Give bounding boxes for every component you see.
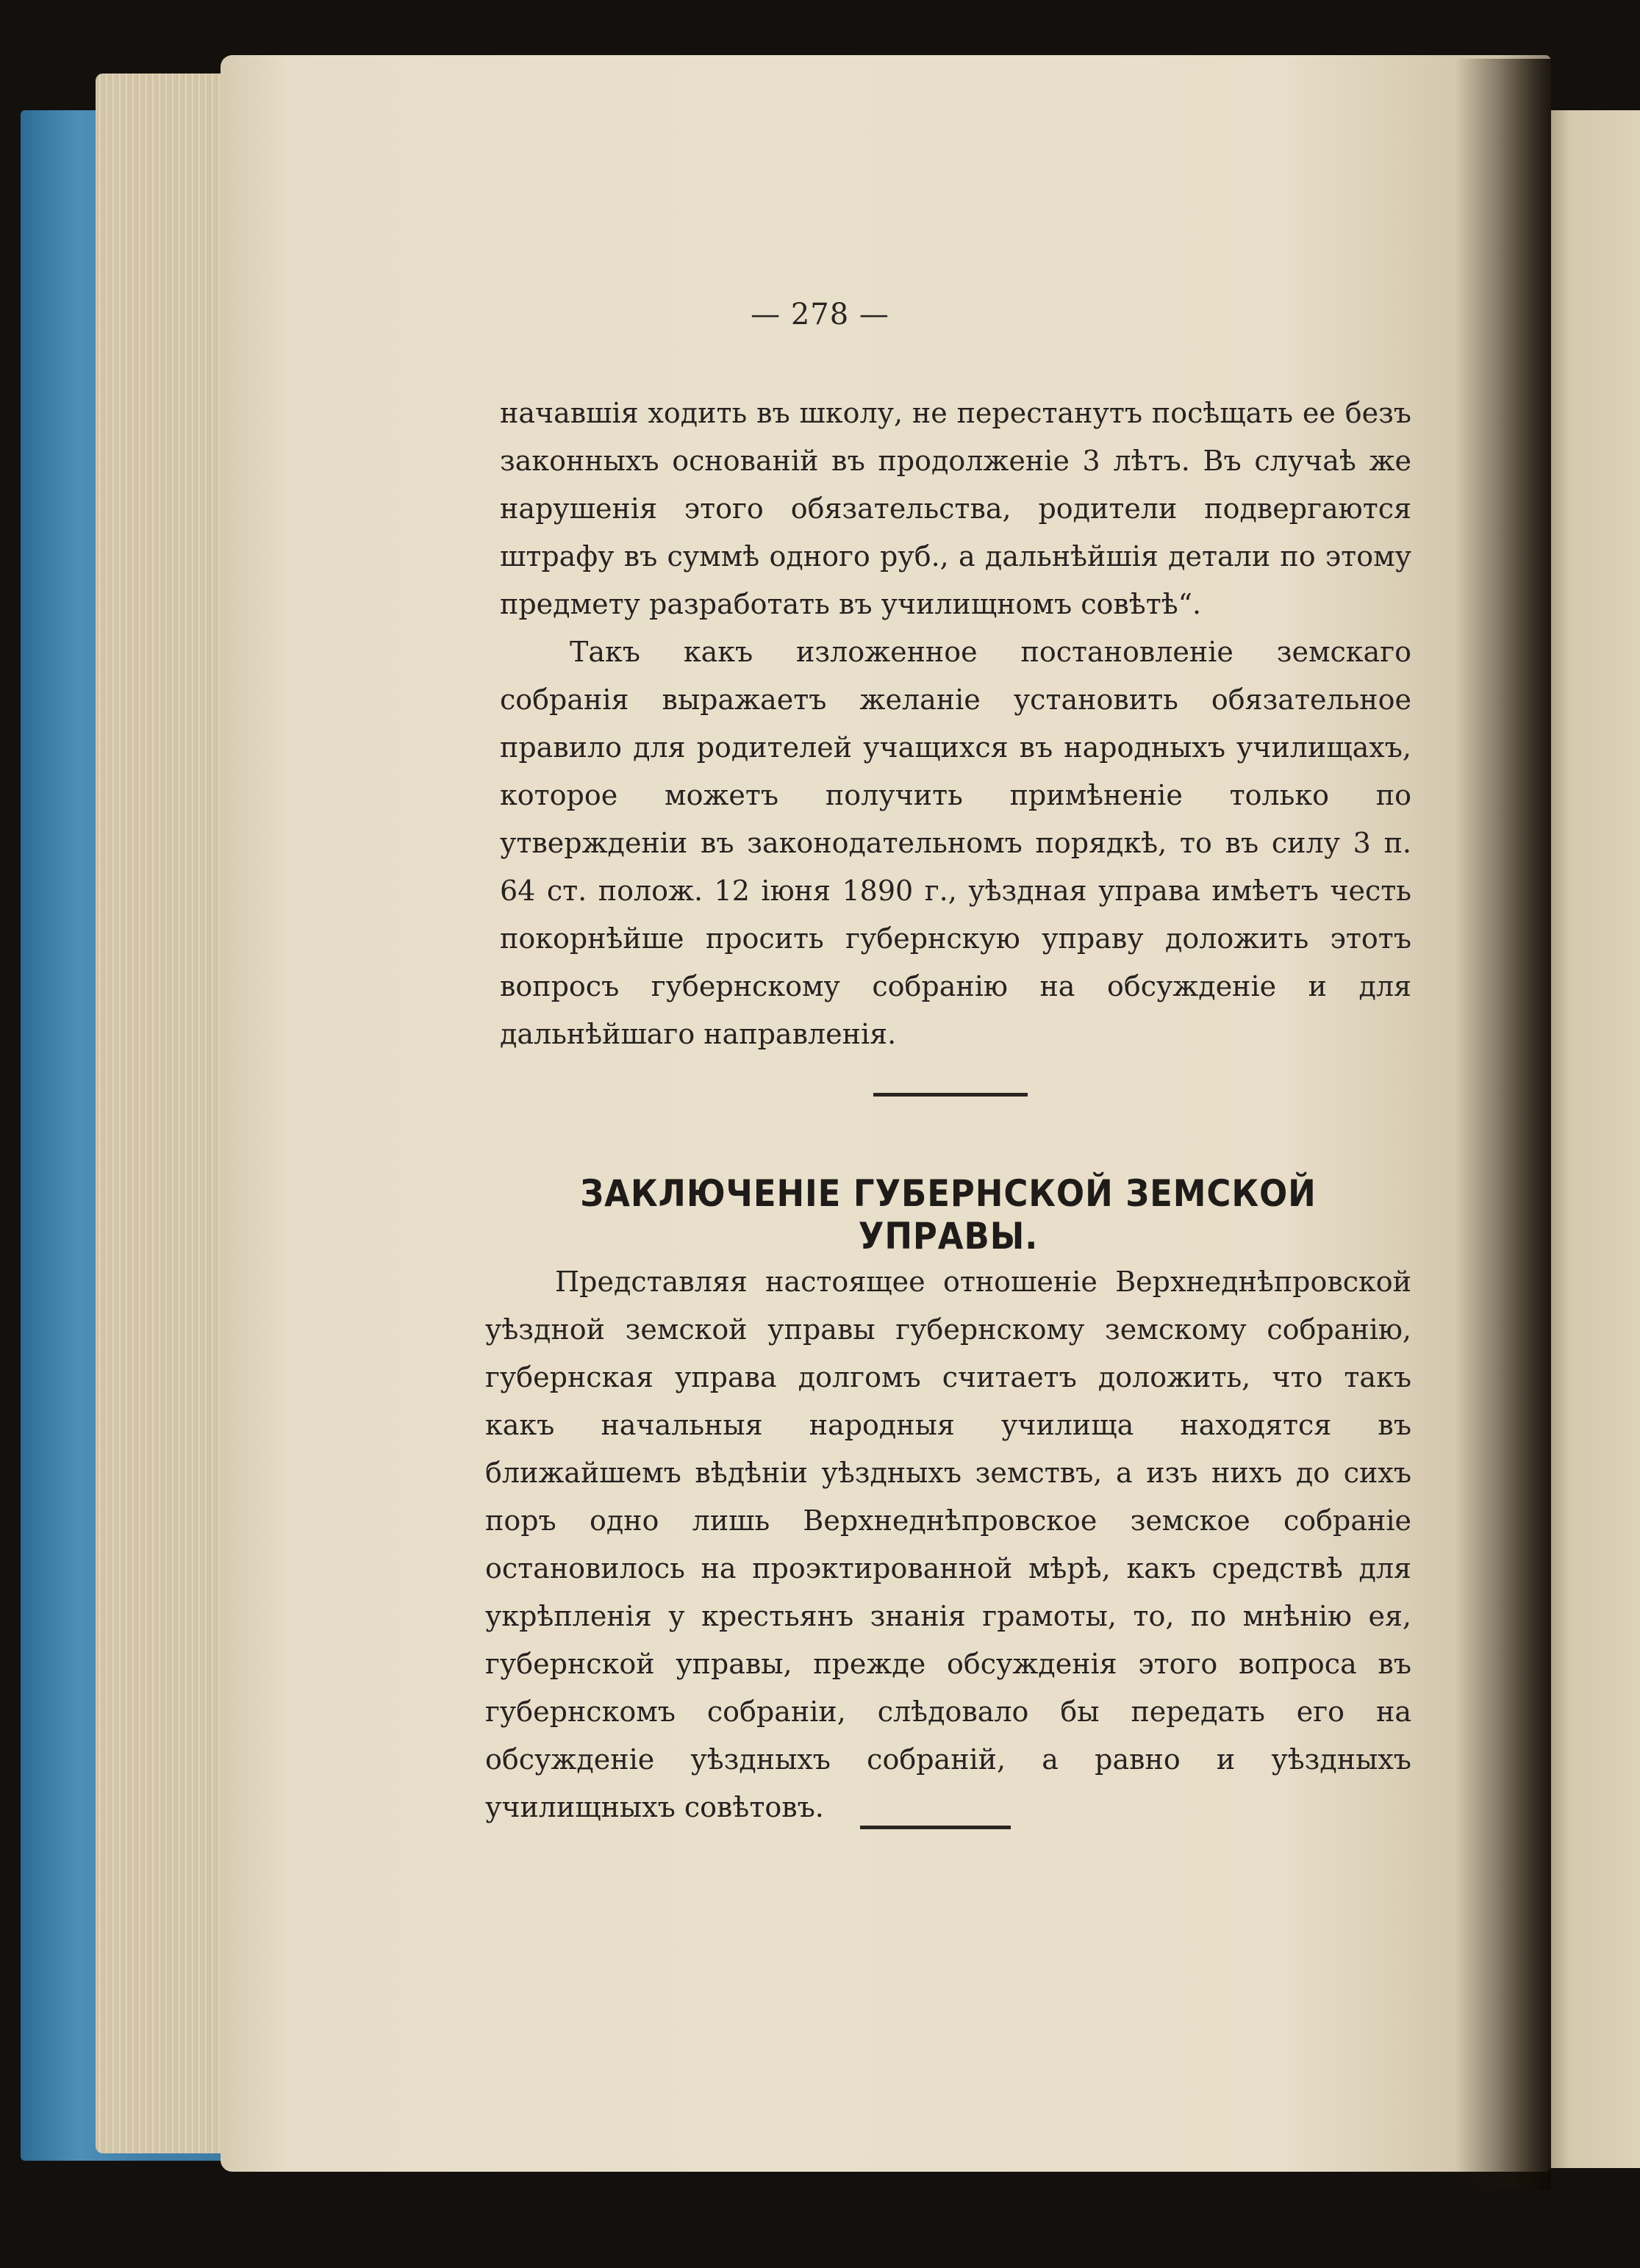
paragraph-continued: начавшія ходить въ школу, не перестанутъ посѣщать ее безъ законныхъ основаній въ продолженіе 3 лѣтъ. Въ случаѣ же нарушенія этого обязательства, родители подвергаются штрафу въ суммѣ одного руб., а дальнѣйшія детали по этому предмету разработать въ училищномъ совѣтѣ“. <box>500 397 1411 620</box>
section-heading: ЗАКЛЮЧЕНІЕ ГУБЕРНСКОЙ ЗЕМСКОЙ УПРАВЫ. <box>580 1172 1317 1257</box>
page-number: — 278 — <box>751 298 889 331</box>
adjacent-page <box>1540 110 1640 2168</box>
paragraph-resolution: Такъ какъ изложенное постановленіе земскаго собранія выражаетъ желаніе установить обязательное правило для родителей учащихся въ народныхъ училищахъ, которое можетъ получить примѣненіе только по утвержденіи въ законодательномъ порядкѣ, то въ силу 3 п. 64 ст. полож. 12 іюня 1890 г., уѣздная управа имѣетъ честь покорнѣйше просить губернскую управу доложить этотъ вопросъ губернскому собранію на обсужденіе и для дальнѣйшаго направленія. <box>500 636 1411 1050</box>
gutter-shadow <box>1455 59 1551 2190</box>
text-block-bottom <box>485 1258 1411 1831</box>
paragraph-conclusion: Представляя настоящее отношеніе Верхнеднѣпровской уѣздной земской управы губернскому земскому собранію, губернская управа долгомъ считаетъ доложить, что такъ какъ начальныя народныя училища находятся въ ближайшемъ вѣдѣніи уѣздныхъ земствъ, а изъ нихъ до сихъ поръ одно лишь Верхнеднѣпровское земское собраніе остановилось на проэктированной мѣрѣ, какъ средствѣ для укрѣпленія у крестьянъ знанія грамоты, то, по мнѣнію ея, губернской управы, прежде обсужденія этого вопроса въ губернскомъ собраніи, слѣдовало бы передать его на обсужденіе уѣздныхъ собраній, а равно и уѣздныхъ училищныхъ совѣтовъ. <box>485 1266 1411 1823</box>
end-divider <box>860 1826 1011 1829</box>
book-page <box>221 55 1551 2172</box>
text-block-top <box>500 390 1411 1058</box>
section-divider <box>873 1093 1028 1097</box>
